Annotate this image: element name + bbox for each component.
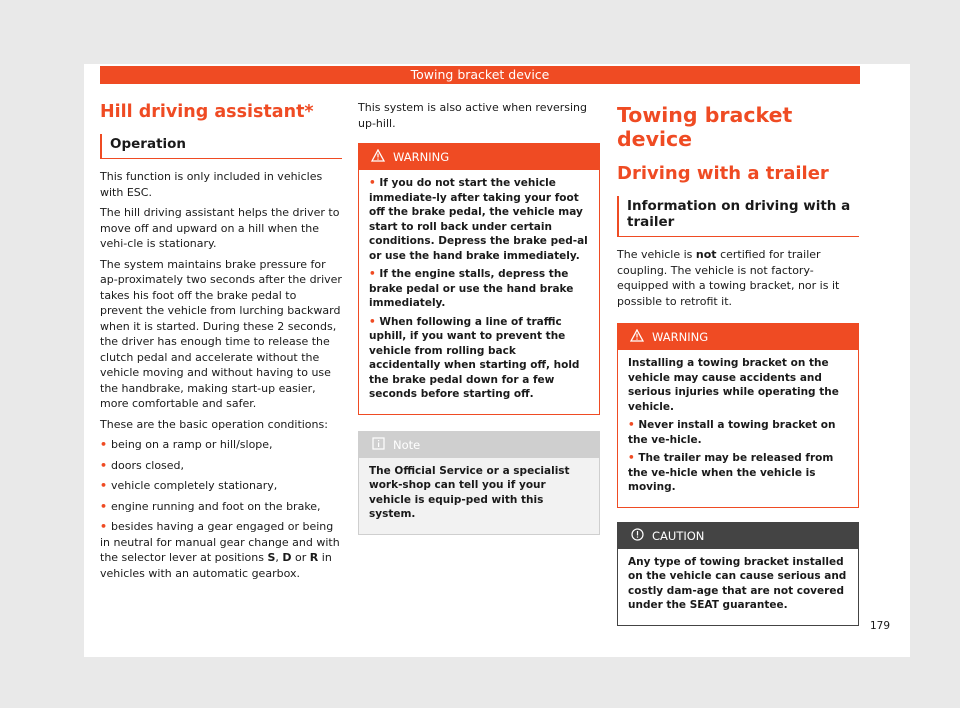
list-item-text: doors closed, (111, 458, 185, 472)
list-item-text: engine running and foot on the brake, (111, 499, 321, 513)
list-item (100, 458, 342, 474)
list-item (100, 437, 342, 453)
caution-header (618, 523, 858, 549)
paragraph: The hill driving assistant helps the driver to move off and upward on a hill when the vehi-cle is stationary. (100, 206, 340, 250)
subheading-trailer-info: Information on driving with a trailer (617, 196, 859, 237)
warning-label: WARNING (393, 150, 450, 164)
warning-item-text: If the engine stalls, depress the brake pedal or use the hand brake immediately. (369, 268, 574, 309)
warning-triangle-icon (369, 149, 387, 165)
warning-label: WARNING (652, 330, 709, 344)
subtitle-trailer: Driving with a trailer (617, 163, 829, 184)
caution-text: Any type of towing bracket installed on the vehicle can cause serious and costly dam-age that are not covered under the SEAT guarantee. (628, 555, 847, 611)
bullet-icon: • (100, 499, 108, 513)
caution-box (617, 522, 859, 626)
caution-body (618, 549, 858, 625)
separator: or (291, 551, 310, 564)
warning-triangle-icon (628, 329, 646, 345)
separator: , (275, 551, 283, 564)
note-body (359, 458, 599, 534)
text: The vehicle is (617, 248, 696, 261)
list-item (100, 519, 342, 581)
list-item-text: being on a ramp or hill/slope, (111, 438, 273, 451)
list-item-text: besides having a gear engaged or being in neutral for manual gear change and with the selector lever at positions (100, 520, 340, 564)
emphasis: not (695, 248, 717, 261)
warning-item (369, 176, 589, 263)
position-d: D (282, 551, 292, 564)
text: certified for trailer coupling. The vehicle is not factory-equipped with a towing bracket, nor is it possible to retrofit it. (617, 248, 840, 308)
warning-box (617, 323, 859, 508)
list-item-text: in vehicles with an automatic gearbox. (100, 551, 332, 580)
caution-label: CAUTION (652, 528, 705, 543)
subheading-operation: Operation (100, 134, 342, 159)
list-item (100, 478, 342, 494)
paragraph: The system maintains brake pressure for ap-proximately two seconds after the driver takes his foot off the brake pedal to prevent the vehicle from lurching backward when it is started. During these 2 seconds, the driver has enough time to release the clutch pedal and accelerate without the vehicle moving and without having to use the handbrake, making start-up easier, more comfortable and safer. (100, 257, 342, 410)
warning-item-text: Never install a towing bracket on the ve-hicle. (628, 419, 836, 446)
section-title-hill-assist: Hill driving assistant* (100, 102, 314, 122)
note-icon (369, 437, 387, 453)
note-header (359, 432, 599, 458)
bullet-icon: • (100, 458, 108, 472)
position-r: R (309, 551, 319, 564)
column-middle (358, 96, 600, 535)
list-item-text: vehicle completely stationary, (111, 479, 278, 492)
bullet-icon: • (369, 177, 380, 189)
paragraph: These are the basic operation conditions: (100, 417, 328, 431)
page-number: 179 (870, 620, 891, 632)
warning-item (628, 451, 848, 495)
warning-body (618, 350, 858, 507)
warning-intro: Installing a towing bracket on the vehicle may cause accidents and serious injuries while operating the vehicle. (628, 357, 839, 413)
warning-item (628, 418, 848, 447)
column-towing (617, 96, 859, 626)
note-text: The Official Service or a specialist work-shop can tell you if your vehicle is equip-ped with this system. (369, 464, 570, 520)
paragraph (617, 247, 859, 309)
running-header: Towing bracket device (100, 66, 860, 84)
paragraph: This function is only included in vehicles with ESC. (100, 170, 323, 199)
bullet-icon: • (100, 479, 108, 492)
bullet-icon: • (628, 452, 639, 464)
column-hill-assist (100, 96, 342, 586)
note-label: Note (393, 437, 421, 452)
bullet-icon: • (369, 315, 380, 328)
position-s: S (267, 551, 276, 564)
warning-header (359, 144, 599, 170)
list-item (100, 499, 342, 515)
bullet-icon: • (100, 520, 108, 533)
warning-item-text: If you do not start the vehicle immediate-ly after taking your foot off the brake pedal, the vehicle may start to roll back under certain conditions. Depress the brake ped-al or use the hand brake immediately. (369, 177, 588, 262)
warning-box (358, 143, 600, 415)
warning-item (369, 267, 589, 311)
warning-item (369, 315, 589, 402)
warning-header (618, 324, 858, 350)
note-box (358, 431, 600, 535)
section-title-towing: Towing bracket device (617, 103, 793, 151)
bullet-icon: • (628, 419, 639, 431)
warning-body (359, 170, 599, 414)
bullet-icon: • (369, 268, 380, 280)
warning-item-text: When following a line of traffic uphill, if you want to prevent the vehicle from rolling back accidentally when starting off, hold the brake pedal down for a few seconds before starting off. (369, 315, 580, 400)
bullet-icon: • (100, 438, 108, 451)
warning-item-text: The trailer may be released from the ve-hicle when the vehicle is moving. (628, 452, 834, 493)
paragraph-intro: This system is also active when reversing up-hill. (358, 101, 588, 130)
caution-circle-icon (628, 528, 646, 544)
